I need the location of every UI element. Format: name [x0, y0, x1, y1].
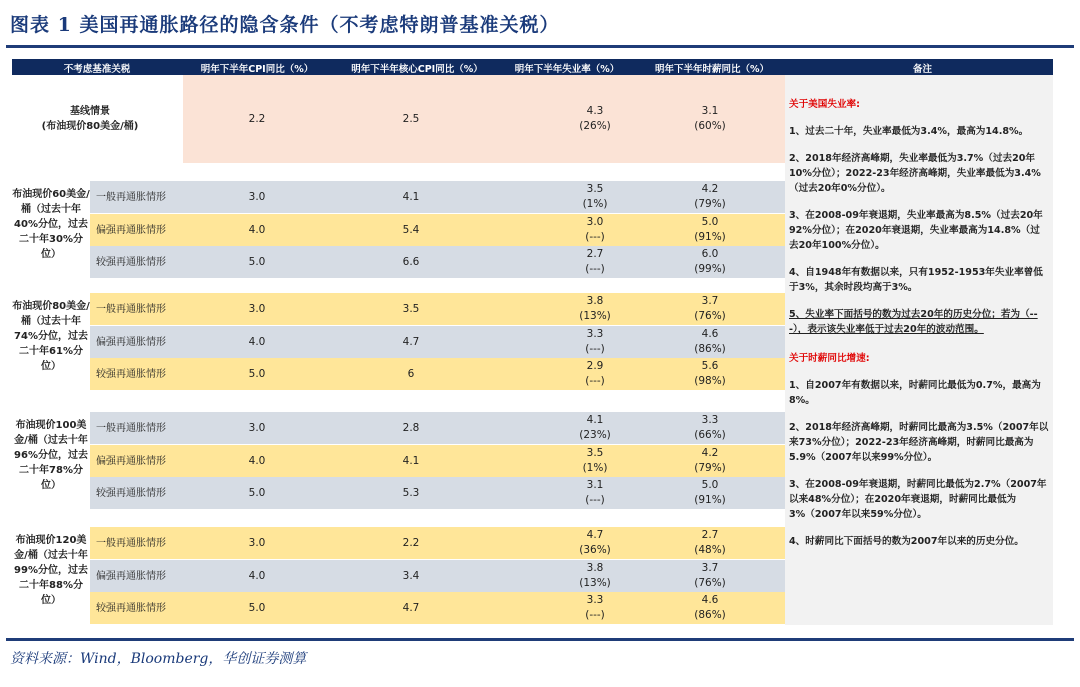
scenario-label: 较强再通胀情形	[96, 488, 166, 500]
value: 3.8	[586, 295, 604, 307]
note-item: 2、2018年经济高峰期，时薪同比最高为3.5%（2007年以来73%分位）；2022-23年经济高峰期，时薪同比最高为5.9%（2007年以来99%分位）。	[789, 422, 1049, 463]
note-item: 5、失业率下面括号的数为过去20年的历史分位；若为（---），表示该失业率低于过去20年的波动范围。	[789, 309, 1038, 335]
core-cpi-value: 4.1	[402, 191, 420, 203]
core-cpi-value: 3.4	[402, 569, 420, 582]
table-row	[90, 246, 785, 278]
scenario-label: 较强再通胀情形	[96, 603, 166, 615]
group-label: 布油现价80美金/桶（过去十年74%分位，过去二十年61%分位）	[12, 301, 90, 372]
wage-cell	[685, 478, 735, 508]
percentile: (36%)	[579, 544, 611, 556]
percentile: (48%)	[694, 544, 726, 556]
percentile: (91%)	[694, 230, 726, 243]
header-cpi: 明年下半年CPI同比（%）	[200, 64, 314, 75]
cpi-value: 5.0	[248, 368, 266, 381]
core-cpi-value: 2.8	[402, 422, 420, 434]
cpi-value: 5.0	[248, 602, 266, 615]
notes-unemployment-title: 关于美国失业率:	[789, 99, 860, 110]
wage-cell	[685, 327, 735, 357]
core-cpi-value: 4.1	[402, 454, 420, 467]
unemployment-cell	[570, 561, 620, 591]
wage-cell	[685, 294, 735, 324]
group-label: 布油现价60美金/桶（过去十年40%分位，过去二十年30%分位）	[12, 189, 90, 260]
cpi-value: 4.0	[248, 223, 266, 236]
wage-cell	[685, 593, 735, 623]
cpi-value: 5.0	[248, 256, 266, 269]
percentile: (---)	[585, 375, 605, 388]
baseline-subtitle: (布油现价80美金/桶)	[41, 121, 139, 132]
scenario-label: 偏强再通胀情形	[96, 224, 166, 236]
core-cpi-value: 2.2	[402, 537, 420, 549]
cpi-value: 3.0	[248, 537, 266, 549]
unemployment-cell	[570, 413, 620, 443]
percentile: (---)	[585, 263, 605, 276]
scenario-label: 较强再通胀情形	[96, 257, 166, 269]
baseline-wage	[685, 104, 735, 134]
wage-cell	[685, 413, 735, 443]
wage-cell	[685, 215, 735, 245]
cpi-value: 3.0	[248, 303, 266, 315]
percentile: (60%)	[694, 120, 726, 132]
value: 5.0	[701, 215, 719, 228]
table-row	[90, 214, 785, 246]
value: 3.1	[701, 105, 719, 117]
value: 3.3	[586, 594, 604, 607]
unemployment-cell	[570, 359, 620, 389]
header-unemployment: 明年下半年失业率（%）	[514, 64, 620, 75]
core-cpi-value: 6.6	[402, 256, 420, 269]
core-cpi-value: 4.7	[402, 335, 420, 348]
percentile: (91%)	[694, 494, 726, 507]
scenario-label: 一般再通胀情形	[96, 423, 166, 434]
value: 4.7	[586, 529, 604, 541]
wage-cell	[685, 359, 735, 389]
cpi-value: 5.0	[248, 487, 266, 500]
table-row	[90, 445, 785, 477]
unemployment-cell	[570, 446, 620, 476]
value: 3.1	[586, 479, 604, 492]
wage-cell	[685, 528, 735, 558]
percentile: (---)	[585, 609, 605, 622]
value: 4.6	[701, 327, 719, 340]
core-cpi-value: 4.7	[402, 602, 420, 615]
value: 4.2	[701, 183, 719, 195]
group-label: 布油现价100美金/桶（过去十年96%分位，过去二十年78%分位）	[14, 420, 88, 491]
percentile: (1%)	[582, 198, 608, 210]
value: 4.3	[586, 105, 604, 117]
value: 3.8	[586, 561, 604, 574]
header-notes: 备注	[912, 64, 932, 75]
core-cpi-value: 5.4	[402, 223, 420, 236]
table-row	[90, 592, 785, 624]
baseline-core-cpi: 2.5	[402, 113, 420, 125]
bottom-rule	[6, 638, 1074, 641]
percentile: (76%)	[694, 576, 726, 589]
value: 3.0	[586, 215, 604, 228]
note-item: 4、自1948年有数据以来，只有1952-1953年失业率曾低于3%，其余时段均高于3%。	[789, 267, 1043, 293]
top-rule	[6, 45, 1074, 48]
scenario-label: 偏强再通胀情形	[96, 570, 166, 582]
wage-cell	[685, 561, 735, 591]
cpi-value: 4.0	[248, 569, 266, 582]
percentile: (66%)	[694, 429, 726, 441]
unemployment-cell	[570, 294, 620, 324]
table-row	[90, 358, 785, 390]
baseline-title: 基线情景	[70, 106, 110, 117]
value: 5.0	[701, 479, 719, 492]
percentile: (86%)	[694, 342, 726, 355]
note-item: 1、过去二十年，失业率最低为3.4%，最高为14.8%。	[789, 126, 1029, 137]
value: 5.6	[701, 360, 719, 373]
percentile: (26%)	[579, 120, 611, 132]
value: 3.3	[701, 414, 719, 426]
table-row	[90, 181, 785, 213]
unemployment-cell	[570, 593, 620, 623]
percentile: (1%)	[582, 461, 608, 474]
value: 3.7	[701, 561, 719, 574]
value: 3.5	[586, 446, 604, 459]
unemployment-cell	[570, 327, 620, 357]
wage-cell	[685, 446, 735, 476]
scenario-label: 一般再通胀情形	[96, 304, 166, 315]
percentile: (76%)	[694, 310, 726, 322]
value: 6.0	[701, 248, 719, 261]
percentile: (13%)	[579, 310, 611, 322]
cpi-value: 3.0	[248, 422, 266, 434]
value: 3.3	[586, 327, 604, 340]
baseline-label	[40, 104, 140, 134]
notes-panel	[785, 75, 1053, 625]
cpi-value: 3.0	[248, 191, 266, 203]
source-note: 资料来源：Wind，Bloomberg，华创证券测算	[10, 651, 307, 667]
unemployment-cell	[570, 478, 620, 508]
percentile: (99%)	[694, 263, 726, 276]
value: 4.6	[701, 594, 719, 607]
percentile: (---)	[585, 230, 605, 243]
value: 2.9	[586, 360, 604, 373]
cpi-value: 4.0	[248, 335, 266, 348]
figure-title: 图表 1 美国再通胀路径的隐含条件（不考虑特朗普基准关税）	[10, 14, 560, 36]
note-item: 3、在2008-09年衰退期，失业率最高为8.5%（过去20年92%分位）；在2020年衰退期，失业率最高为14.8%（过去20年100%分位）。	[789, 210, 1043, 251]
value: 3.7	[701, 295, 719, 307]
percentile: (23%)	[579, 429, 611, 441]
percentile: (98%)	[694, 375, 726, 388]
value: 2.7	[701, 529, 719, 541]
scenario-label: 一般再通胀情形	[96, 538, 166, 549]
value: 2.7	[586, 248, 604, 261]
header-core-cpi: 明年下半年核心CPI同比（%）	[351, 64, 483, 75]
unemployment-cell	[570, 215, 620, 245]
table-row	[90, 412, 785, 444]
table-row	[90, 560, 785, 592]
note-item: 3、在2008-09年衰退期，时薪同比最低为2.7%（2007年以来48%分位）；在2020年衰退期，时薪同比最低为3%（2007年以来59%分位）。	[789, 479, 1047, 520]
unemployment-cell	[570, 247, 620, 277]
wage-cell	[685, 182, 735, 212]
notes-wage-title: 关于时薪同比增速:	[789, 353, 870, 364]
baseline-cpi: 2.2	[248, 113, 266, 125]
note-item: 2、2018年经济高峰期，失业率最低为3.7%（过去20年10%分位）；2022-23年经济高峰期，失业率最低为3.4%（过去20年0%分位）。	[789, 153, 1041, 194]
table-row	[90, 477, 785, 509]
unemployment-cell	[570, 528, 620, 558]
percentile: (---)	[585, 342, 605, 355]
wage-cell	[685, 247, 735, 277]
cpi-value: 4.0	[248, 454, 266, 467]
header-scenario: 不考虑基准关税	[63, 64, 131, 75]
table-row	[90, 293, 785, 325]
table-row	[90, 527, 785, 559]
percentile: (79%)	[694, 198, 726, 210]
percentile: (79%)	[694, 461, 726, 474]
group-label: 布油现价120美金/桶（过去十年99%分位，过去二十年88%分位）	[14, 535, 88, 606]
note-item: 4、时薪同比下面括号的数为2007年以来的历史分位。	[789, 536, 1024, 547]
scenario-label: 偏强再通胀情形	[96, 336, 166, 348]
scenario-label: 一般再通胀情形	[96, 192, 166, 203]
value: 4.2	[701, 446, 719, 459]
header-wage: 明年下半年时薪同比（%）	[654, 64, 770, 75]
baseline-unemployment	[570, 104, 620, 134]
value: 4.1	[586, 414, 604, 426]
table-header	[12, 59, 1053, 75]
unemployment-cell	[570, 182, 620, 212]
scenario-label: 偏强再通胀情形	[96, 455, 166, 467]
percentile: (86%)	[694, 609, 726, 622]
core-cpi-value: 3.5	[402, 303, 420, 315]
note-item: 1、自2007年有数据以来，时薪同比最低为0.7%，最高为8%。	[789, 380, 1041, 406]
core-cpi-value: 6	[407, 368, 415, 381]
percentile: (13%)	[579, 576, 611, 589]
table-row	[90, 326, 785, 358]
percentile: (---)	[585, 494, 605, 507]
scenario-label: 较强再通胀情形	[96, 369, 166, 381]
core-cpi-value: 5.3	[402, 487, 420, 500]
value: 3.5	[586, 183, 604, 195]
